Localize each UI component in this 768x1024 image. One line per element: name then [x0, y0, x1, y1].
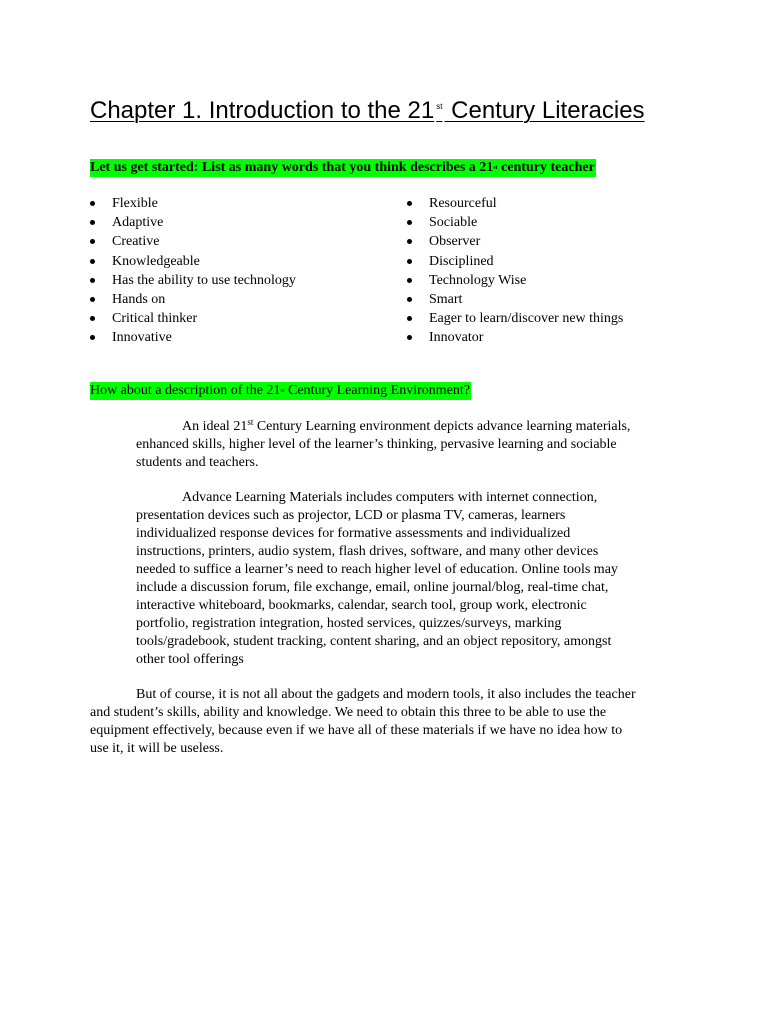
prompt-teacher-text-end: century teacher: [497, 160, 595, 175]
list-item: [90, 309, 296, 328]
bullet-icon: [407, 297, 412, 302]
bullet-icon: [90, 201, 95, 206]
bullet-icon: [407, 220, 412, 225]
bullet-icon: [90, 259, 95, 264]
list-item: [407, 194, 623, 213]
paragraph-line: presentation devices such as projector, LCD or plasma TV, cameras, learners: [136, 508, 566, 523]
bullet-icon: [407, 201, 412, 206]
list-item: [407, 271, 623, 290]
list-item-label: Observer: [429, 234, 481, 250]
paragraph-line: students and teachers.: [136, 455, 259, 470]
paragraph-superscript: st: [247, 417, 254, 427]
chapter-title: [90, 92, 645, 126]
highlighted-prompt-teacher: [90, 159, 596, 177]
list-item-label: Has the ability to use technology: [112, 272, 296, 288]
prompt-environment-text-end: Century Learning Environment?: [284, 383, 470, 398]
prompt-teacher-text: Let us get started: List as many words that you think describes a 21: [90, 160, 494, 175]
bullet-icon: [90, 220, 95, 225]
list-item-label: Innovator: [429, 330, 484, 346]
chapter-title-text: Chapter 1. Introduction to the 21: [90, 97, 435, 124]
bullet-icon: [90, 297, 95, 302]
list-item-label: Hands on: [112, 292, 166, 308]
paragraph-line: [136, 418, 696, 436]
list-item-label: Creative: [112, 234, 160, 250]
list-item: [407, 309, 623, 328]
prompt-environment-text: How about a description of the 21: [90, 383, 281, 398]
list-item: [90, 271, 296, 290]
list-item-label: Technology Wise: [429, 272, 527, 288]
list-item-label: Critical thinker: [112, 311, 198, 327]
paragraph-line: include a discussion forum, file exchange, email, online journal/blog, real-time chat,: [136, 580, 609, 595]
bullet-icon: [407, 239, 412, 244]
paragraph-learning-materials: [136, 489, 696, 669]
paragraph-line: portfolio, registration integration, hosted services, quizzes/surveys, marking: [136, 616, 562, 631]
list-item-label: Knowledgeable: [112, 253, 200, 269]
paragraph-line: needed to suffice a learner’s need to reach higher level of education. Online tools may: [136, 562, 618, 577]
list-item-label: Resourceful: [429, 196, 497, 211]
chapter-title-text-end: Century Literacies: [444, 97, 645, 124]
list-item: [90, 328, 296, 347]
paragraph-line: tools/gradebook, student tracking, content sharing, and an object repository, amongst: [136, 634, 612, 649]
teacher-traits-list-left: [90, 194, 296, 348]
bullet-icon: [407, 316, 412, 321]
list-item: [407, 232, 623, 251]
bullet-icon: [90, 278, 95, 283]
paragraph-line: use it, it will be useless.: [90, 741, 224, 756]
list-item-label: Sociable: [429, 215, 478, 231]
list-item-label: Adaptive: [112, 215, 164, 231]
paragraph-line: interactive whiteboard, bookmarks, calendar, search tool, group work, electronic: [136, 598, 587, 613]
chapter-title-superscript: st: [436, 102, 443, 111]
list-item-label: Flexible: [112, 196, 158, 211]
list-item: [407, 252, 623, 271]
list-item: [407, 213, 623, 232]
list-item: [90, 290, 296, 309]
list-item: [90, 213, 296, 232]
bullet-icon: [90, 239, 95, 244]
paragraph-line: enhanced skills, higher level of the learner’s thinking, pervasive learning and sociable: [136, 437, 617, 452]
list-item-label: Eager to learn/discover new things: [429, 311, 624, 327]
list-item-label: Innovative: [112, 330, 172, 346]
bullet-icon: [90, 316, 95, 321]
paragraph-gadgets-and-skills: [90, 686, 690, 758]
list-item: [90, 194, 296, 213]
paragraph-line: and student’s skills, ability and knowledge. We need to obtain this three to be able to use the: [90, 705, 607, 720]
paragraph-text-end: Century Learning environment depicts advance learning materials,: [253, 419, 631, 434]
paragraph-line: equipment effectively, because even if we have all of these materials if we have no idea how to: [90, 723, 623, 738]
list-item: [407, 290, 623, 309]
prompt-environment-superscript: st: [280, 388, 285, 394]
bullet-icon: [407, 335, 412, 340]
paragraph-line: other tool offerings: [136, 652, 244, 667]
list-item-label: Disciplined: [429, 253, 494, 269]
teacher-traits-list-right: [407, 194, 623, 348]
list-item: [90, 232, 296, 251]
bullet-icon: [407, 278, 412, 283]
list-item-label: Smart: [429, 292, 463, 308]
paragraph-text: An ideal 21: [182, 419, 248, 434]
bullet-icon: [90, 335, 95, 340]
list-item: [407, 328, 623, 347]
paragraph-line: individualized response devices for formative assessments and individualized: [136, 526, 571, 541]
paragraph-ideal-environment: [136, 418, 696, 472]
paragraph-line: But of course, it is not all about the gadgets and modern tools, it also includes the teacher: [136, 687, 636, 702]
highlighted-prompt-environment: [90, 382, 471, 400]
paragraph-line: instructions, printers, audio system, flash drives, software, and many other devices: [136, 544, 599, 559]
paragraph-line: Advance Learning Materials includes computers with internet connection,: [182, 490, 598, 505]
bullet-icon: [407, 259, 412, 264]
list-item: [90, 252, 296, 271]
prompt-teacher-superscript: st: [493, 165, 498, 171]
